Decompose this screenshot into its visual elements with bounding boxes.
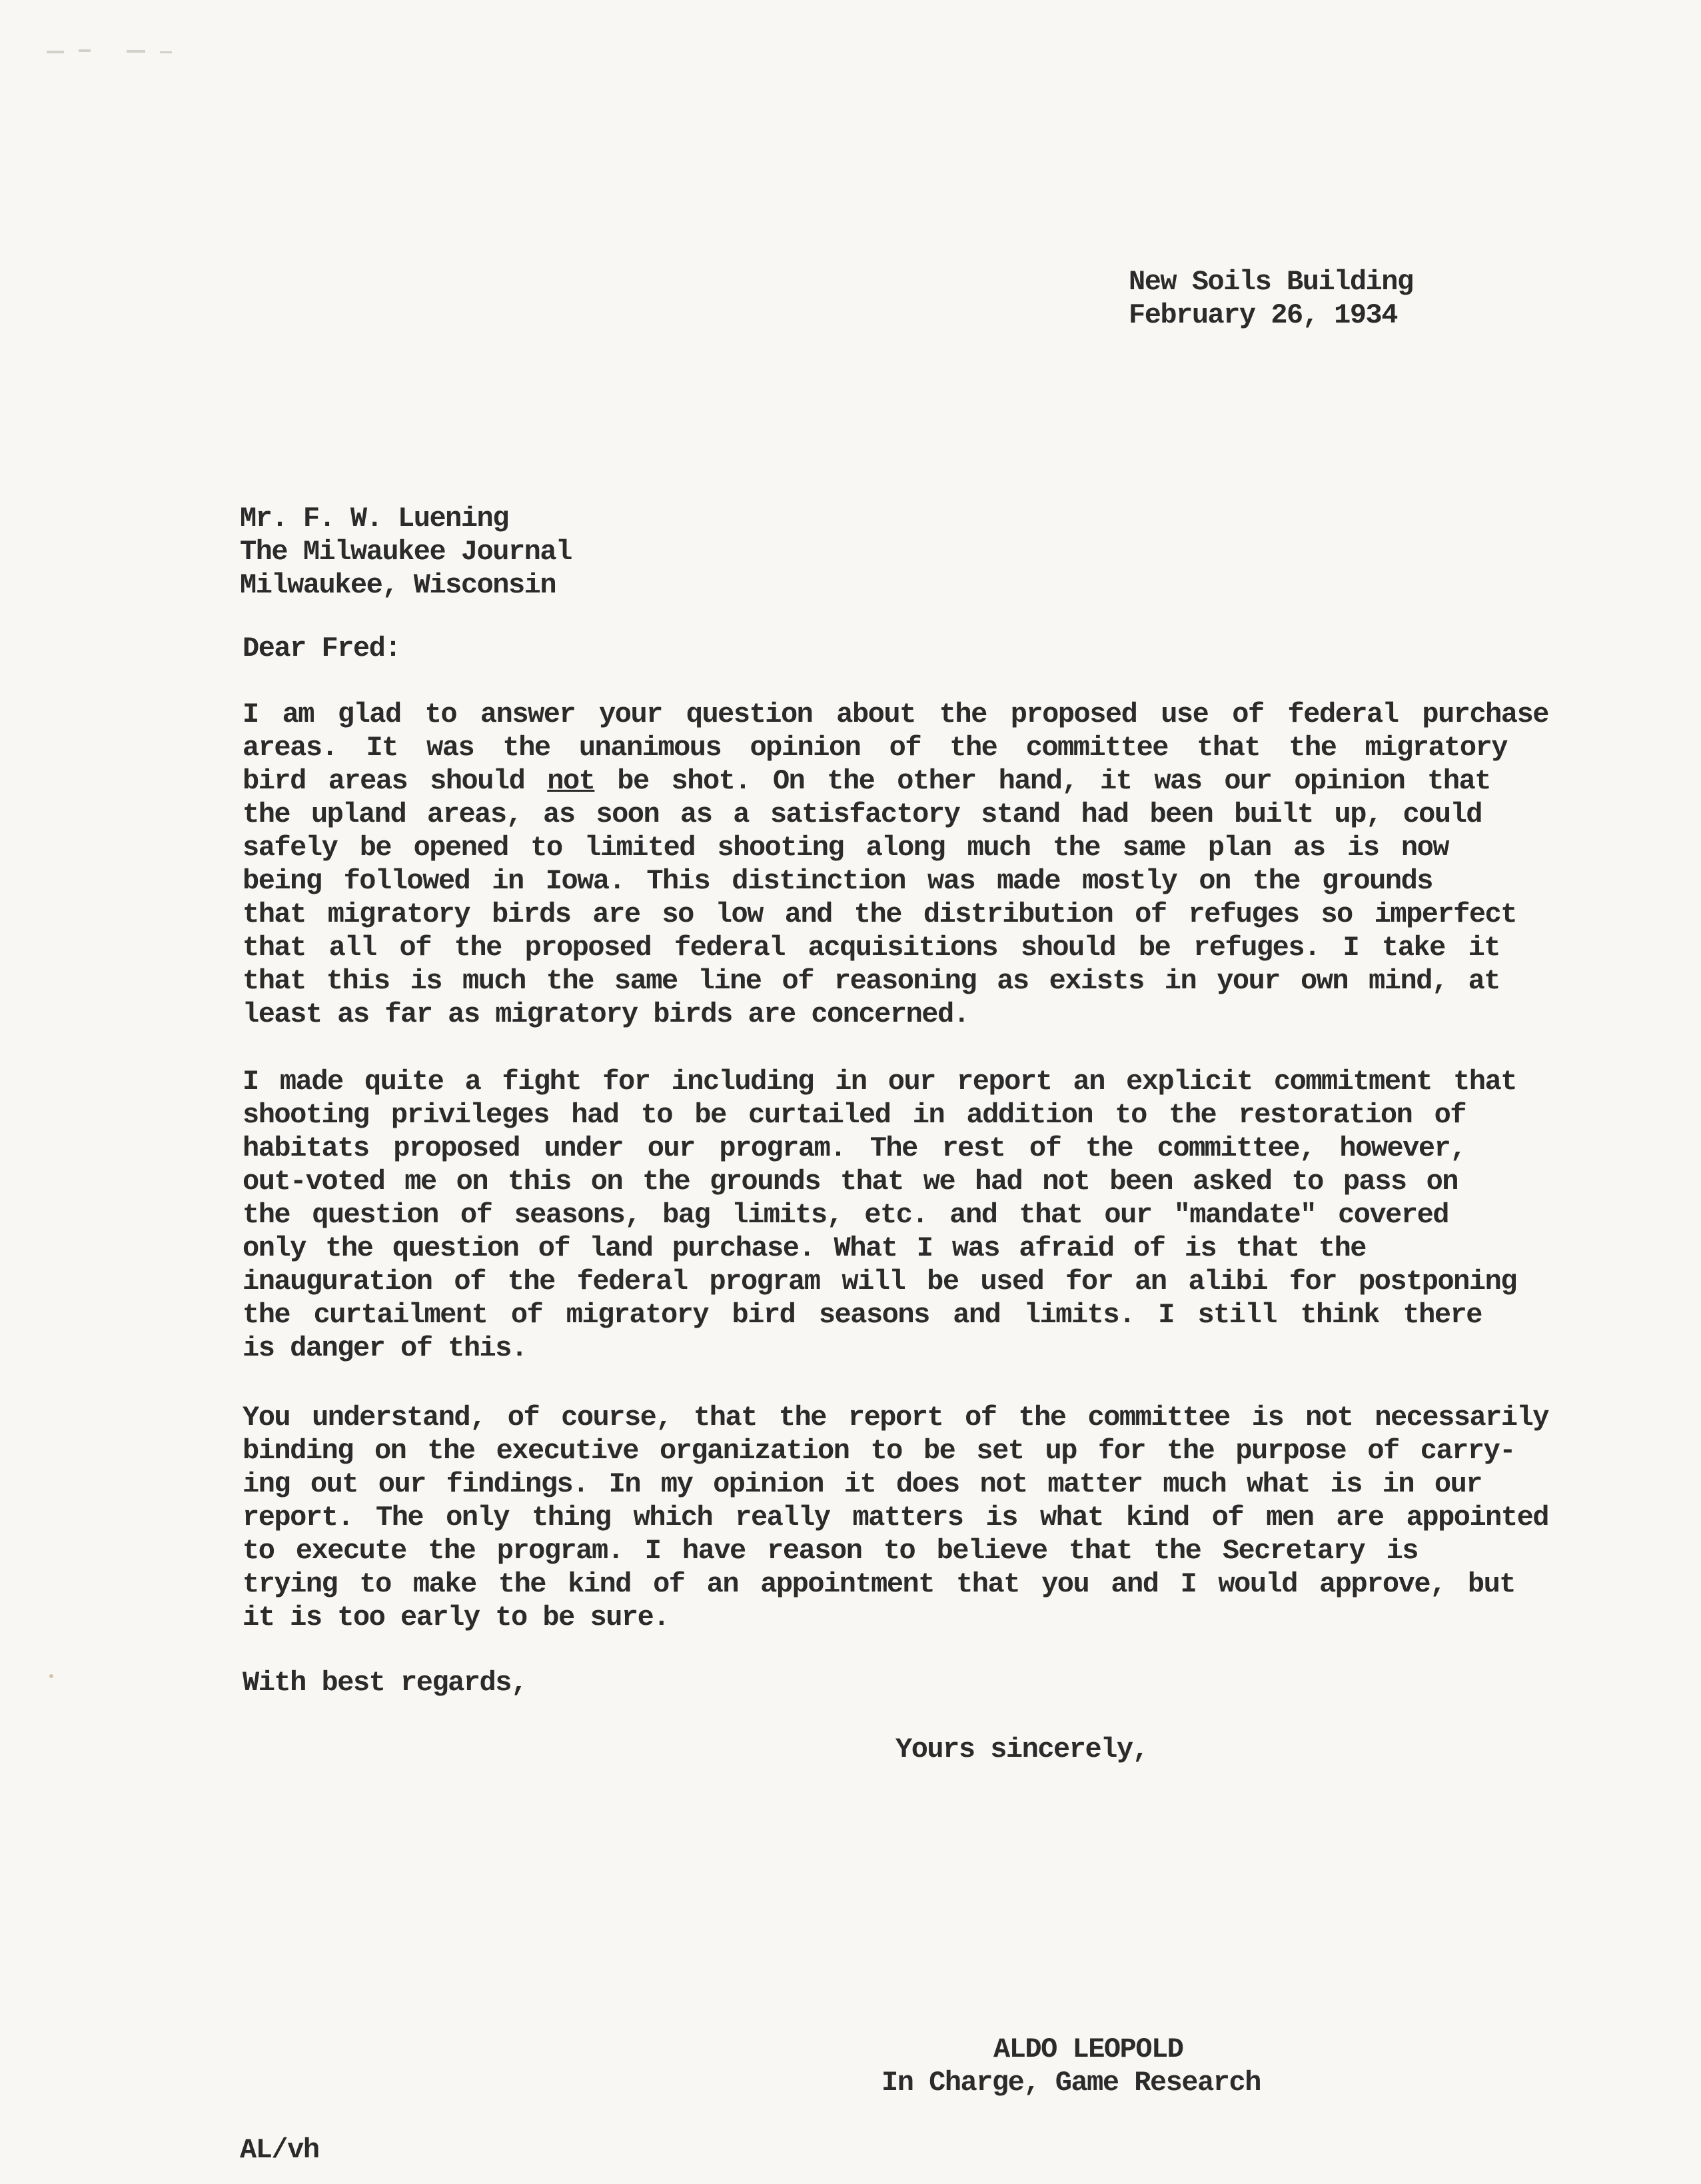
body-paragraph-3 — [243, 1401, 1548, 1634]
paragraph-line: shooting privileges had to be curtailed in addition to the restoration of — [243, 1099, 1466, 1131]
paragraph-line: to execute the program. I have reason to believe that the Secretary is — [243, 1535, 1418, 1567]
paragraph-line: being followed in Iowa. This distinction was made mostly on the grounds — [243, 865, 1432, 897]
body-paragraph-1 — [243, 698, 1548, 1031]
recipient-organization: The Milwaukee Journal — [240, 536, 572, 568]
paragraph-line: the upland areas, as soon as a satisfactory stand had been built up, could — [243, 798, 1482, 830]
paragraph-line: is danger of this. — [243, 1332, 527, 1364]
staple-mark — [47, 51, 64, 53]
paragraph-line: I am glad to answer your question about the proposed use of federal purchase — [243, 698, 1548, 730]
paragraph-line: inauguration of the federal program will be used for an alibi for postponing — [243, 1266, 1516, 1298]
salutation: Dear Fred: — [243, 632, 401, 664]
paragraph-line: that migratory birds are so low and the distribution of refuges so imperfect — [243, 898, 1516, 930]
staple-mark — [160, 51, 172, 53]
paragraph-line: habitats proposed under our program. The rest of the committee, however, — [243, 1132, 1466, 1164]
typist-initials: AL/vh — [240, 2134, 319, 2166]
paragraph-line: that all of the proposed federal acquisitions should be refuges. I take it — [243, 932, 1500, 964]
paragraph-line: I made quite a fight for including in our report an explicit commitment that — [243, 1066, 1516, 1098]
paragraph-line: it is too early to be sure. — [243, 1602, 670, 1634]
body-paragraph-2 — [243, 1065, 1548, 1365]
paragraph-line: binding on the executive organization to be set up for the purpose of carry- — [243, 1435, 1515, 1467]
closing-sincerely: Yours sincerely, — [895, 1733, 1149, 1765]
paragraph-line: out-voted me on this on the grounds that we had not been asked to pass on — [243, 1166, 1458, 1198]
paragraph-line: that this is much the same line of reasoning as exists in your own mind, at — [243, 965, 1500, 997]
staple-mark — [79, 49, 91, 52]
letter-date: February 26, 1934 — [1129, 299, 1397, 331]
paragraph-line: trying to make the kind of an appointment that you and I would approve, but — [243, 1568, 1515, 1600]
signature-name: ALDO LEOPOLD — [993, 2033, 1183, 2065]
recipient-city: Milwaukee, Wisconsin — [240, 569, 556, 601]
paragraph-line: least as far as migratory birds are concerned. — [243, 998, 969, 1030]
paper-blemish — [49, 1674, 53, 1678]
paragraph-line: report. The only thing which really matters is what kind of men are appointed — [243, 1502, 1548, 1534]
staple-mark — [127, 50, 145, 53]
recipient-name: Mr. F. W. Luening — [240, 503, 508, 535]
signature-title: In Charge, Game Research — [881, 2067, 1261, 2099]
paragraph-line: ing out our findings. In my opinion it does not matter much what is in our — [243, 1468, 1482, 1500]
paragraph-line: bird areas should not be shot. On the other hand, it was our opinion that — [243, 765, 1490, 797]
paragraph-line: areas. It was the unanimous opinion of the committee that the migratory — [243, 732, 1507, 764]
paragraph-line: safely be opened to limited shooting along much the same plan as is now — [243, 832, 1448, 864]
underlined-word: not — [547, 765, 595, 797]
paragraph-line: the curtailment of migratory bird seasons and limits. I still think there — [243, 1299, 1482, 1331]
paragraph-line: the question of seasons, bag limits, etc. and that our "mandate" covered — [243, 1199, 1448, 1231]
paragraph-line: You understand, of course, that the report of the committee is not necessarily — [243, 1402, 1548, 1434]
closing-regards: With best regards, — [243, 1667, 527, 1699]
letterhead-address: New Soils Building — [1129, 266, 1413, 298]
paragraph-line: only the question of land purchase. What I was afraid of is that the — [243, 1232, 1366, 1264]
